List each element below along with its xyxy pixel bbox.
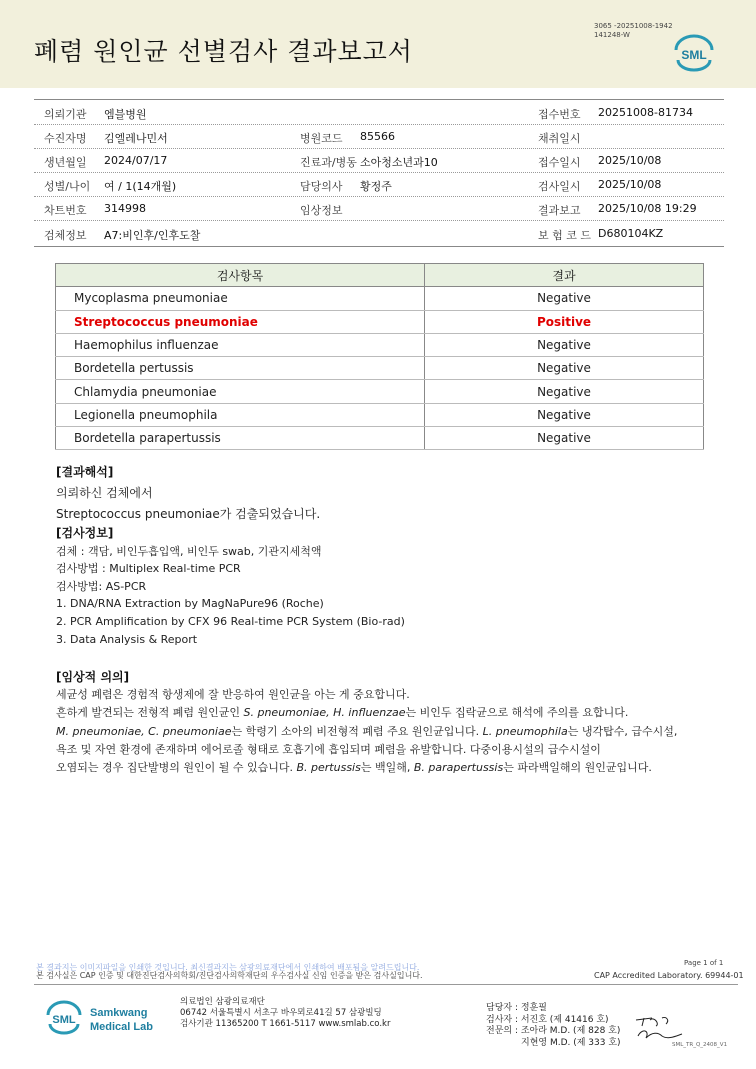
specimen-label: 검체정보	[44, 229, 87, 242]
signature-icon	[632, 1010, 684, 1046]
test-info-line: 1. DNA/RNA Extraction by MagNaPure96 (Roche)	[56, 597, 324, 611]
dept-label: 진료과/병동	[300, 156, 357, 169]
org-line: 검사기관 11365200 T 1661-5117 www.smlab.co.kr	[180, 1019, 391, 1029]
specimen-value: A7:비인후/인후도찰	[104, 229, 201, 242]
signatory-line: 전문의 : 조아라 M.D. (제 828 호)	[486, 1026, 621, 1036]
clinical-text: 오염되는 경우 집단발병의 원인이 될 수 있습니다.	[56, 761, 297, 775]
info-row	[0, 124, 756, 148]
hospital-code-value: 85566	[360, 130, 395, 143]
tested-label: 검사일시	[538, 180, 581, 193]
table-row	[56, 380, 704, 403]
header-item: 검사항목	[56, 264, 425, 287]
test-info-title: [검사정보]	[56, 526, 114, 540]
reported-label: 결과보고	[538, 204, 581, 217]
test-info-line: 검체 : 객담, 비인두흡입액, 비인두 swab, 기관지세척액	[56, 544, 322, 558]
clinical-line	[56, 723, 677, 741]
clinical-label: 임상정보	[300, 204, 343, 217]
table-row	[56, 427, 704, 450]
dept-value: 소아청소년과10	[360, 156, 438, 169]
organism-name: B. parapertussis	[413, 761, 504, 775]
test-info-line: 3. Data Analysis & Report	[56, 632, 198, 646]
clinical-significance-title: [임상적 의의]	[56, 670, 130, 684]
test-item: Haemophilus influenzae	[56, 333, 425, 356]
insurance-label: 보 험 코 드	[538, 229, 591, 242]
form-code: SML_TR_Q_2408_V1	[672, 1042, 728, 1048]
table-row	[56, 357, 704, 380]
test-info-line: 검사방법: AS-PCR	[56, 579, 147, 593]
info-rule	[34, 246, 724, 247]
test-item: Legionella pneumophila	[56, 403, 425, 426]
sex-age-label: 성별/나이	[44, 180, 91, 193]
print-notice: 본 결과지는 이미지파일을 인쇄한 것입니다. 최신결과지는 삼광의료재단에서 인쇄하여 배포됨을 알려드립니다.	[36, 963, 420, 972]
document-code-line1: 3065 -20251008-1942	[594, 22, 673, 30]
clinical-text: 는 비인두 집락균으로 해석에 주의를 요합니다.	[405, 706, 629, 720]
clinical-text: 는 파라백일해의 원인균입니다.	[503, 761, 652, 775]
receipt-no-value: 20251008-81734	[598, 106, 693, 119]
signatory-line: 지현영 M.D. (제 333 호)	[521, 1037, 621, 1048]
dob-value: 2024/07/17	[104, 154, 168, 167]
svg-text:SML: SML	[681, 48, 707, 62]
clinical-line: 욕조 및 자연 환경에 존재하며 에어로졸 형태로 호흡기에 흡입되며 폐렴을 유발합니다. 다중이용시설의 급수시설이	[56, 742, 601, 756]
document-code	[594, 22, 673, 40]
sml-logo-icon	[44, 1000, 84, 1036]
test-info-line: 2. PCR Amplification by CFX 96 Real-time PCR System (Bio-rad)	[56, 614, 405, 628]
info-row	[0, 100, 756, 124]
info-row	[0, 148, 756, 172]
clinical-text: 흔하게 발견되는 전형적 폐렴 원인균인	[56, 706, 244, 720]
clinical-text: 는 백일해,	[360, 761, 414, 775]
clinical-line	[56, 759, 677, 777]
clinical-line	[56, 704, 677, 722]
sex-age-value: 여 / 1(14개월)	[104, 180, 177, 193]
test-item: Bordetella pertussis	[56, 357, 425, 380]
test-info-line: 검사방법 : Multiplex Real-time PCR	[56, 562, 241, 576]
cap-notice: 본 검사실은 CAP 인증 및 대한진단검사의학회/진단검사의학재단의 우수검사실 신임 인증을 받은 검사실입니다.	[36, 971, 423, 980]
test-item: Mycoplasma pneumoniae	[56, 287, 425, 310]
patient-value: 김엘레나민서	[104, 132, 168, 145]
organization-info	[180, 997, 390, 1030]
document-code-line2: 141248-W	[594, 31, 630, 39]
clinical-text: 는 냉각탑수, 급수시설,	[567, 724, 678, 738]
test-item: Chlamydia pneumoniae	[56, 380, 425, 403]
sml-logo-icon	[672, 34, 716, 72]
clinical-line: 세균성 폐렴은 경험적 항생제에 잘 반응하여 원인균을 아는 게 중요합니다.	[56, 688, 410, 702]
test-item: Bordetella parapertussis	[56, 427, 425, 450]
signatory-line: 담당자 : 정훈필	[486, 1003, 547, 1013]
info-row	[0, 172, 756, 196]
dob-label: 생년월일	[44, 156, 87, 169]
collection-label: 채취일시	[538, 132, 581, 145]
interpretation-line: Streptococcus pneumoniae가 검출되었습니다.	[56, 507, 321, 521]
brand-line: Samkwang	[90, 1007, 148, 1019]
test-result: Negative	[425, 333, 704, 356]
test-result: Negative	[425, 427, 704, 450]
brand-line: Medical Lab	[90, 1021, 153, 1033]
chart-label: 차트번호	[44, 204, 87, 217]
received-label: 접수일시	[538, 156, 581, 169]
footer-rule	[34, 984, 738, 985]
organism-name: M. pneumoniae, C. pneumoniae	[56, 724, 232, 738]
organism-name: S. pneumoniae, H. influenzae	[243, 706, 406, 720]
test-result: Negative	[425, 287, 704, 310]
tested-value: 2025/10/08	[598, 178, 662, 191]
patient-label: 수진자명	[44, 132, 87, 145]
interpretation-section	[56, 463, 320, 522]
report-title: 폐렴 원인균 선별검사 결과보고서	[34, 37, 413, 66]
doctor-value: 황정주	[360, 180, 392, 193]
results-header-row	[56, 264, 704, 287]
institution-value: 엠블병원	[104, 108, 147, 121]
test-result: Positive	[425, 310, 704, 333]
interpretation-line: 의뢰하신 검체에서	[56, 486, 153, 500]
header-result: 결과	[425, 264, 704, 287]
insurance-value: D680104KZ	[598, 227, 664, 240]
signatories	[486, 1003, 621, 1049]
reported-value: 2025/10/08 19:29	[598, 202, 697, 215]
signatory-line: 검사자 : 서진호 (제 41416 호)	[486, 1014, 609, 1025]
test-result: Negative	[425, 380, 704, 403]
page-number: Page 1 of 1	[684, 959, 724, 967]
test-result: Negative	[425, 357, 704, 380]
test-result: Negative	[425, 403, 704, 426]
table-row-positive	[56, 310, 704, 333]
table-row	[56, 403, 704, 426]
brand-name	[90, 1006, 153, 1034]
interpretation-title: [결과해석]	[56, 465, 114, 479]
clinical-text: 는 학령기 소아의 비전형적 폐렴 주요 원인균입니다.	[231, 724, 483, 738]
table-row	[56, 287, 704, 310]
info-row	[0, 221, 756, 245]
info-row	[0, 196, 756, 220]
clinical-significance-section	[56, 668, 677, 777]
institution-label: 의뢰기관	[44, 108, 87, 121]
org-line: 06742 서울특별시 서초구 바우뫼로41길 57 삼광빌딩	[180, 1008, 382, 1018]
org-line: 의료법인 삼광의료재단	[180, 997, 265, 1007]
received-value: 2025/10/08	[598, 154, 662, 167]
receipt-no-label: 접수번호	[538, 108, 581, 121]
results-table	[55, 263, 704, 450]
test-item: Streptococcus pneumoniae	[56, 310, 425, 333]
table-row	[56, 333, 704, 356]
svg-text:SML: SML	[52, 1014, 76, 1026]
test-info-section	[56, 525, 405, 648]
organism-name: L. pneumophila	[482, 724, 568, 738]
doctor-label: 담당의사	[300, 180, 343, 193]
organism-name: B. pertussis	[296, 761, 361, 775]
cap-lab-number: CAP Accredited Laboratory. 69944-01	[594, 971, 744, 980]
chart-value: 314998	[104, 202, 146, 215]
hospital-code-label: 병원코드	[300, 132, 343, 145]
